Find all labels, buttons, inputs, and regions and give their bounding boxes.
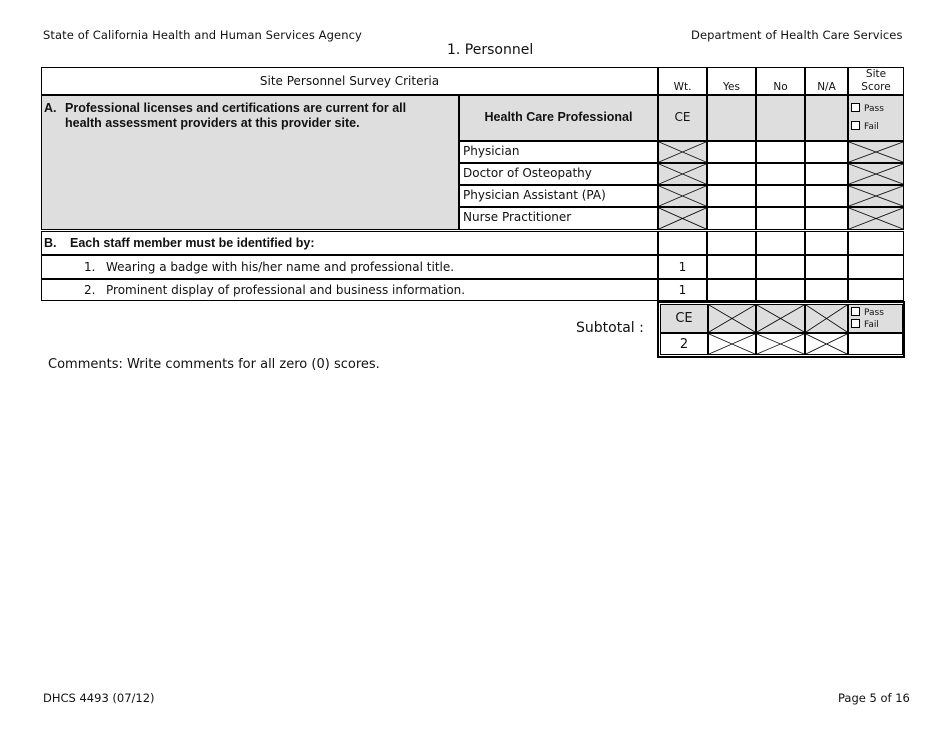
section-b-wt-empty xyxy=(658,231,707,255)
wt-header-cell xyxy=(658,67,707,95)
section-b-yes-empty xyxy=(707,231,756,255)
no-header-cell xyxy=(756,67,805,95)
hcp-subheader: Health Care Professional xyxy=(484,110,633,124)
fail-label: Fail xyxy=(864,122,879,132)
section-title: 1. Personnel xyxy=(447,42,534,58)
section-a-letter: A. xyxy=(44,101,57,115)
section-a-wt-cell xyxy=(658,95,707,141)
section-a-fail-option[interactable] xyxy=(851,121,879,132)
subtotal-value-cell xyxy=(660,333,708,355)
section-a-text-line2: health assessment providers at this provider site. xyxy=(65,116,360,130)
section-b-no-empty xyxy=(756,231,805,255)
department-name: Department of Health Care Services xyxy=(691,28,903,42)
item-1-no-cell[interactable] xyxy=(756,255,805,279)
na-header: N/A xyxy=(817,81,836,93)
item-2-yes-cell[interactable] xyxy=(707,279,756,301)
subtotal-crossed-cell xyxy=(756,304,805,333)
subtotal-score-value-cell[interactable] xyxy=(848,333,903,355)
section-b-letter: B. xyxy=(44,236,57,250)
section-a-no-cell[interactable] xyxy=(756,95,805,141)
no-header: No xyxy=(773,81,788,93)
professional-row xyxy=(459,207,658,230)
section-a-na-cell[interactable] xyxy=(805,95,848,141)
cross-out-mark xyxy=(709,305,755,332)
section-b-header-cell xyxy=(41,231,658,255)
item-1-text: Wearing a badge with his/her name and professional title. xyxy=(106,260,455,274)
comments-instruction: Comments: Write comments for all zero (0) scores. xyxy=(48,357,380,372)
professional-label: Doctor of Osteopathy xyxy=(463,166,592,180)
professional-na-cell[interactable] xyxy=(805,141,848,163)
professional-yes-cell[interactable] xyxy=(707,207,756,230)
professional-score-cell xyxy=(848,207,904,230)
item-1-wt: 1 xyxy=(678,260,687,274)
subtotal-pass-option[interactable] xyxy=(851,307,884,318)
wt-header: Wt. xyxy=(673,81,692,93)
section-a-pass-option[interactable] xyxy=(851,103,884,114)
section-b-item-2 xyxy=(41,279,658,301)
professional-label: Physician Assistant (PA) xyxy=(463,188,606,202)
section-b-score-empty xyxy=(848,231,904,255)
professional-na-cell[interactable] xyxy=(805,207,848,230)
yes-header: Yes xyxy=(723,81,740,93)
fail-checkbox[interactable] xyxy=(851,121,860,130)
pass-checkbox[interactable] xyxy=(851,103,860,112)
subtotal-crossed-cell xyxy=(805,304,848,333)
professional-na-cell[interactable] xyxy=(805,185,848,207)
cross-out-mark xyxy=(659,164,706,184)
professional-score-cell xyxy=(848,185,904,207)
section-a-criteria xyxy=(41,95,459,230)
section-a-score-cell xyxy=(848,95,904,141)
item-1-score-cell[interactable] xyxy=(848,255,904,279)
professional-wt-cell xyxy=(658,141,707,163)
item-2-wt: 1 xyxy=(678,283,687,297)
yes-header-cell xyxy=(707,67,756,95)
na-header-cell xyxy=(805,67,848,95)
professional-no-cell[interactable] xyxy=(756,141,805,163)
professional-row xyxy=(459,141,658,163)
subtotal-value: 2 xyxy=(679,337,689,352)
subtotal-crossed-cell xyxy=(756,333,805,355)
subtotal-crossed-cell xyxy=(805,333,848,355)
item-1-num: 1. xyxy=(84,260,96,274)
form-id: DHCS 4493 (07/12) xyxy=(43,691,155,705)
cross-out-mark xyxy=(659,208,706,229)
professional-label: Nurse Practitioner xyxy=(463,210,572,224)
pass-label: Pass xyxy=(864,104,884,114)
subtotal-ce: CE xyxy=(675,311,693,326)
section-b-text: Each staff member must be identified by: xyxy=(70,236,315,250)
professional-yes-cell[interactable] xyxy=(707,141,756,163)
item-2-num: 2. xyxy=(84,283,96,297)
page-number: Page 5 of 16 xyxy=(838,691,910,705)
subtotal-label: Subtotal : xyxy=(576,320,644,336)
item-1-yes-cell[interactable] xyxy=(707,255,756,279)
subtotal-score-cell xyxy=(848,304,903,333)
professional-no-cell[interactable] xyxy=(756,207,805,230)
cross-out-mark xyxy=(757,334,804,354)
cross-out-mark xyxy=(806,334,847,354)
item-2-wt-cell xyxy=(658,279,707,301)
professional-score-cell xyxy=(848,163,904,185)
section-a-wt: CE xyxy=(674,110,691,124)
item-2-na-cell[interactable] xyxy=(805,279,848,301)
cross-out-mark xyxy=(849,208,903,229)
cross-out-mark xyxy=(659,186,706,206)
subtotal-pass-label: Pass xyxy=(864,308,884,318)
cross-out-mark xyxy=(659,142,706,162)
cross-out-mark xyxy=(709,334,755,354)
section-a-yes-cell[interactable] xyxy=(707,95,756,141)
subtotal-fail-checkbox[interactable] xyxy=(851,319,860,328)
professional-wt-cell xyxy=(658,207,707,230)
professional-no-cell[interactable] xyxy=(756,163,805,185)
professional-row xyxy=(459,185,658,207)
section-b-item-1 xyxy=(41,255,658,279)
professional-label: Physician xyxy=(463,144,520,158)
professional-wt-cell xyxy=(658,163,707,185)
professional-score-cell xyxy=(848,141,904,163)
cross-out-mark xyxy=(849,142,903,162)
criteria-header-cell xyxy=(41,67,658,95)
item-1-wt-cell xyxy=(658,255,707,279)
subtotal-crossed-cell xyxy=(708,304,756,333)
professional-na-cell[interactable] xyxy=(805,163,848,185)
item-2-text: Prominent display of professional and business information. xyxy=(106,283,466,297)
hcp-subheader-cell xyxy=(459,95,658,141)
professional-row xyxy=(459,163,658,185)
site-score-header-line1: Site xyxy=(865,68,887,80)
agency-name: State of California Health and Human Services Agency xyxy=(43,28,362,42)
item-2-no-cell[interactable] xyxy=(756,279,805,301)
professional-wt-cell xyxy=(658,185,707,207)
professional-yes-cell[interactable] xyxy=(707,163,756,185)
subtotal-fail-label: Fail xyxy=(864,320,879,330)
item-2-score-cell[interactable] xyxy=(848,279,904,301)
subtotal-ce-cell xyxy=(660,304,708,333)
section-a-text-line1: Professional licenses and certifications are current for all xyxy=(65,101,407,115)
cross-out-mark xyxy=(757,305,804,332)
section-b-na-empty xyxy=(805,231,848,255)
professional-no-cell[interactable] xyxy=(756,185,805,207)
subtotal-pass-checkbox[interactable] xyxy=(851,307,860,316)
subtotal-crossed-cell xyxy=(708,333,756,355)
criteria-header: Site Personnel Survey Criteria xyxy=(259,74,440,88)
cross-out-mark xyxy=(806,305,847,332)
professional-yes-cell[interactable] xyxy=(707,185,756,207)
cross-out-mark xyxy=(849,164,903,184)
site-score-header-line2: Score xyxy=(861,81,891,93)
cross-out-mark xyxy=(849,186,903,206)
item-1-na-cell[interactable] xyxy=(805,255,848,279)
subtotal-fail-option[interactable] xyxy=(851,319,879,330)
site-score-header-cell xyxy=(848,67,904,95)
